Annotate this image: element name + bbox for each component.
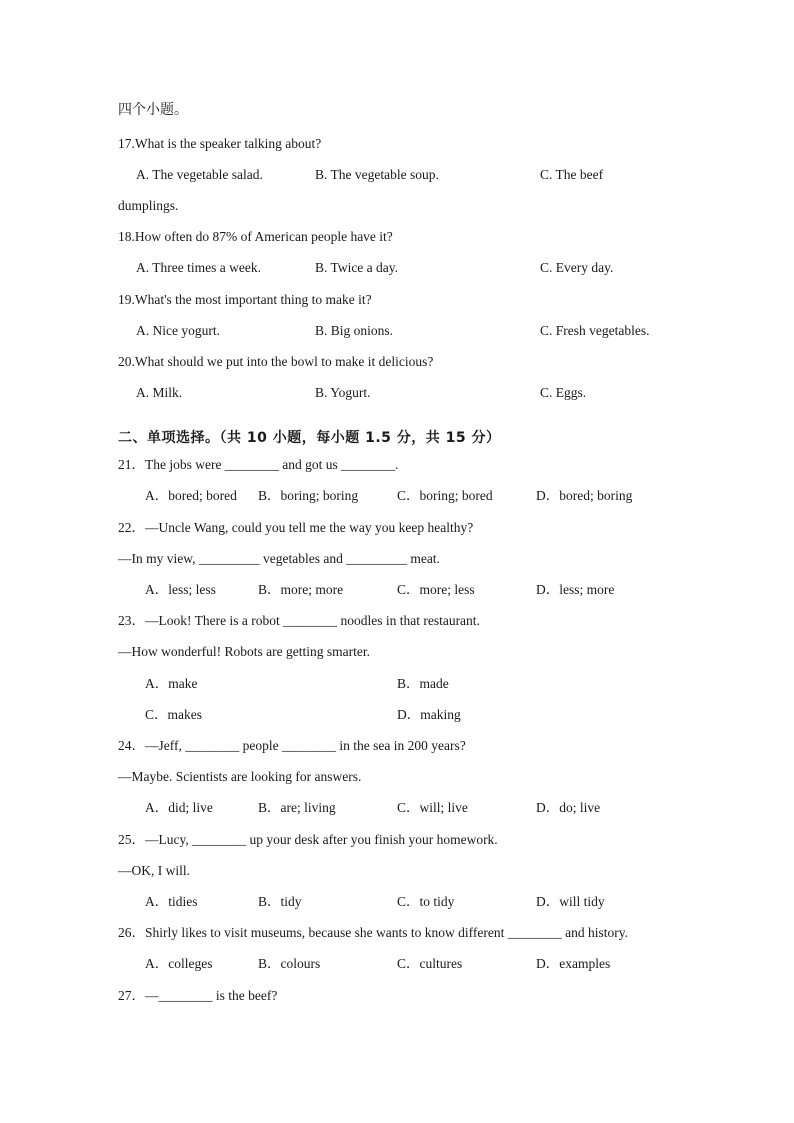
question-21-option-c: C．boring; bored (397, 488, 493, 503)
question-25-reply: —OK, I will. (118, 863, 190, 878)
question-25-stem: 25．—Lucy, ________ up your desk after you finish your homework. (118, 832, 498, 847)
question-19-stem: 19.What's the most important thing to make it? (118, 292, 372, 307)
question-18-option-c: C. Every day. (540, 260, 614, 275)
question-21-option-b: B．boring; boring (258, 488, 359, 503)
question-21-option-d: D．bored; boring (536, 488, 633, 503)
question-22-option-c: C．more; less (397, 582, 475, 597)
question-18-option-b: B. Twice a day. (315, 260, 399, 275)
question-20-option-b: B. Yogurt. (315, 385, 371, 400)
question-26-option-a: A．colleges (145, 956, 213, 971)
question-19-option-a: A. Nice yogurt. (136, 323, 220, 338)
question-25-option-b: B．tidy (258, 894, 302, 909)
question-23-reply: —How wonderful! Robots are getting smarter. (118, 644, 370, 659)
question-23-option-c: C．makes (145, 707, 202, 722)
question-24-reply: —Maybe. Scientists are looking for answers. (118, 769, 362, 784)
question-22-reply: —In my view, _________ vegetables and _________ meat. (118, 551, 440, 566)
question-23-option-a: A．make (145, 676, 198, 691)
section-heading: 二、单项选择。（共 10 小题，每小题 1.5 分，共 15 分） (118, 430, 501, 446)
question-23-option-b: B．made (397, 676, 449, 691)
question-21-stem: 21．The jobs were ________ and got us ________. (118, 457, 399, 472)
question-25-option-a: A．tidies (145, 894, 198, 909)
question-26-stem: 26．Shirly likes to visit museums, because she wants to know different ________ and history. (118, 925, 628, 940)
question-26-option-b: B．colours (258, 956, 321, 971)
question-26-option-c: C．cultures (397, 956, 463, 971)
question-20-stem: 20.What should we put into the bowl to make it delicious? (118, 354, 434, 369)
question-17-option-c: C. The beef (540, 167, 604, 182)
question-22-option-a: A．less; less (145, 582, 216, 597)
question-24-option-c: C．will; live (397, 800, 468, 815)
question-25-option-d: D．will tidy (536, 894, 605, 909)
question-24-option-d: D．do; live (536, 800, 601, 815)
question-23-stem: 23．—Look! There is a robot ________ noodles in that restaurant. (118, 613, 480, 628)
question-22-stem: 22．—Uncle Wang, could you tell me the way you keep healthy? (118, 520, 474, 535)
question-17-continuation: dumplings. (118, 198, 179, 213)
question-18-option-a: A. Three times a week. (136, 260, 261, 275)
question-26-option-d: D．examples (536, 956, 611, 971)
question-22-option-b: B．more; more (258, 582, 344, 597)
question-22-option-d: D．less; more (536, 582, 615, 597)
question-17-option-b: B. The vegetable soup. (315, 167, 439, 182)
question-24-option-b: B．are; living (258, 800, 336, 815)
question-27-stem: 27．—________ is the beef? (118, 988, 278, 1003)
question-17-option-a: A. The vegetable salad. (136, 167, 263, 182)
question-17-stem: 17.What is the speaker talking about? (118, 136, 322, 151)
question-19-option-b: B. Big onions. (315, 323, 394, 338)
question-20-option-a: A. Milk. (136, 385, 183, 400)
question-20-option-c: C. Eggs. (540, 385, 587, 400)
question-21-option-a: A．bored; bored (145, 488, 237, 503)
question-18-stem: 18.How often do 87% of American people have it? (118, 229, 393, 244)
listening-intro: 四个小题。 (118, 102, 188, 118)
question-24-option-a: A．did; live (145, 800, 213, 815)
question-19-option-c: C. Fresh vegetables. (540, 323, 650, 338)
question-24-stem: 24．—Jeff, ________ people ________ in the sea in 200 years? (118, 738, 466, 753)
question-23-option-d: D．making (397, 707, 461, 722)
question-25-option-c: C．to tidy (397, 894, 455, 909)
